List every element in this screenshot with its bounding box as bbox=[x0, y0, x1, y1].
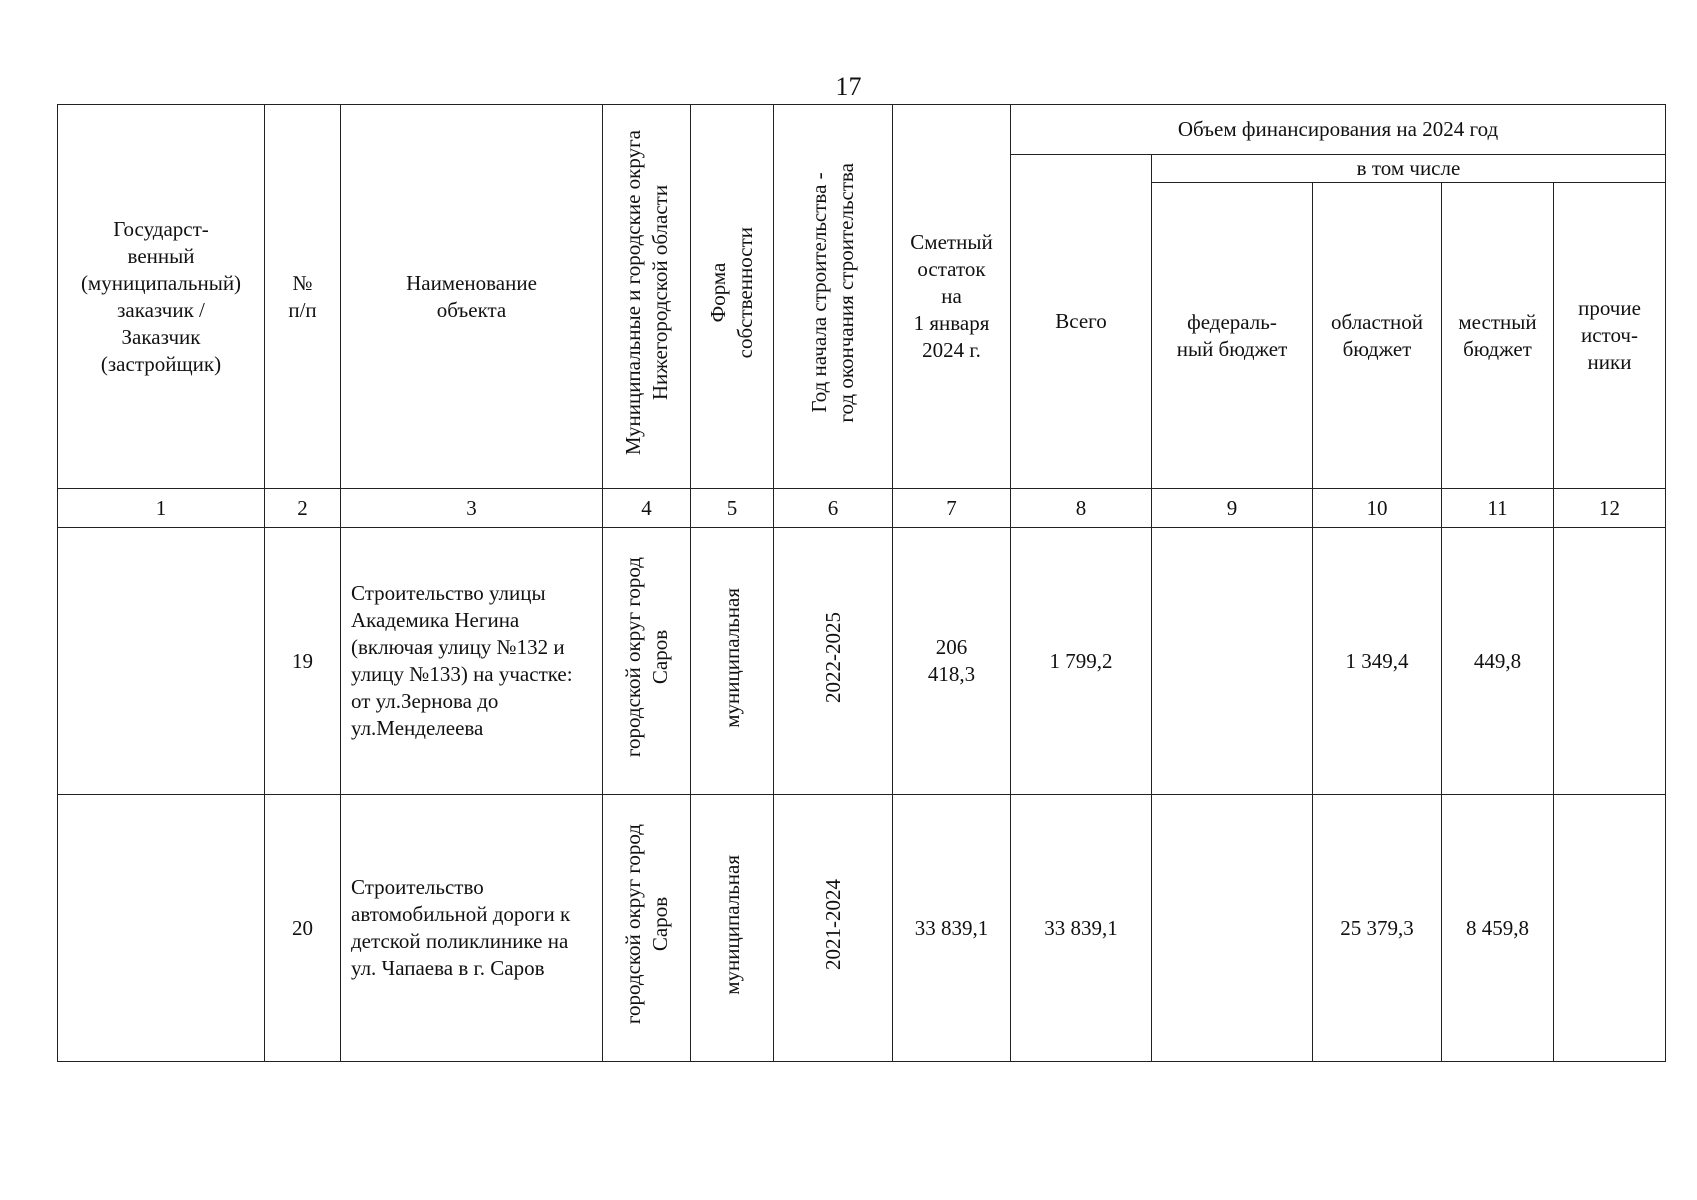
financing-table bbox=[57, 104, 1666, 1062]
header-ownership: Форма собственности bbox=[691, 105, 774, 489]
header-federal: федераль- ный бюджет bbox=[1152, 183, 1313, 489]
header-other: прочие источ- ники bbox=[1554, 183, 1666, 489]
cell-object-name: Строительство автомобильной дороги к детской поликлинике на ул. Чапаева в г. Саров bbox=[341, 795, 603, 1062]
header-funding-title: Объем финансирования на 2024 год bbox=[1011, 105, 1666, 155]
cell-estimate: 206 418,3 bbox=[893, 528, 1011, 795]
header-local: местный бюджет bbox=[1442, 183, 1554, 489]
cell-regional: 1 349,4 bbox=[1313, 528, 1442, 795]
header-estimate: Сметный остаток на 1 января 2024 г. bbox=[893, 105, 1011, 489]
cell-federal bbox=[1152, 528, 1313, 795]
header-num: № п/п bbox=[265, 105, 341, 489]
column-number: 7 bbox=[893, 489, 1011, 528]
column-number: 2 bbox=[265, 489, 341, 528]
cell-estimate: 33 839,1 bbox=[893, 795, 1011, 1062]
cell-district: городской округ город Саров bbox=[603, 528, 691, 795]
column-number: 1 bbox=[58, 489, 265, 528]
header-row-main bbox=[58, 105, 1666, 155]
cell-num: 20 bbox=[265, 795, 341, 1062]
table-row bbox=[58, 795, 1666, 1062]
column-number: 12 bbox=[1554, 489, 1666, 528]
column-number: 8 bbox=[1011, 489, 1152, 528]
cell-other bbox=[1554, 795, 1666, 1062]
table-row bbox=[58, 528, 1666, 795]
column-number: 10 bbox=[1313, 489, 1442, 528]
cell-years: 2021-2024 bbox=[774, 795, 893, 1062]
cell-regional: 25 379,3 bbox=[1313, 795, 1442, 1062]
cell-total: 1 799,2 bbox=[1011, 528, 1152, 795]
cell-total: 33 839,1 bbox=[1011, 795, 1152, 1062]
cell-local: 449,8 bbox=[1442, 528, 1554, 795]
page-number: 17 bbox=[835, 72, 862, 101]
header-customer: Государст- венный (муниципальный) заказчик / Заказчик (застройщик) bbox=[58, 105, 265, 489]
header-total: Всего bbox=[1011, 155, 1152, 489]
cell-other bbox=[1554, 528, 1666, 795]
column-number: 6 bbox=[774, 489, 893, 528]
column-number: 3 bbox=[341, 489, 603, 528]
column-number: 5 bbox=[691, 489, 774, 528]
cell-object-name: Строительство улицы Академика Негина (включая улицу №132 и улицу №133) на участке: от ул.Зернова до ул.Менделеева bbox=[341, 528, 603, 795]
header-object-name: Наименование объекта bbox=[341, 105, 603, 489]
cell-ownership: муниципальная bbox=[691, 795, 774, 1062]
header-including: в том числе bbox=[1152, 155, 1666, 183]
header-years: Год начала строительства - год окончания строительства bbox=[774, 105, 893, 489]
column-number: 4 bbox=[603, 489, 691, 528]
cell-district: городской округ город Саров bbox=[603, 795, 691, 1062]
cell-ownership: муниципальная bbox=[691, 528, 774, 795]
column-numbers-row bbox=[58, 489, 1666, 528]
cell-customer bbox=[58, 528, 265, 795]
column-number: 9 bbox=[1152, 489, 1313, 528]
cell-years: 2022-2025 bbox=[774, 528, 893, 795]
header-regional: областной бюджет bbox=[1313, 183, 1442, 489]
cell-num: 19 bbox=[265, 528, 341, 795]
cell-local: 8 459,8 bbox=[1442, 795, 1554, 1062]
column-number: 11 bbox=[1442, 489, 1554, 528]
cell-federal bbox=[1152, 795, 1313, 1062]
header-districts: Муниципальные и городские округа Нижегородской области bbox=[603, 105, 691, 489]
cell-customer bbox=[58, 795, 265, 1062]
